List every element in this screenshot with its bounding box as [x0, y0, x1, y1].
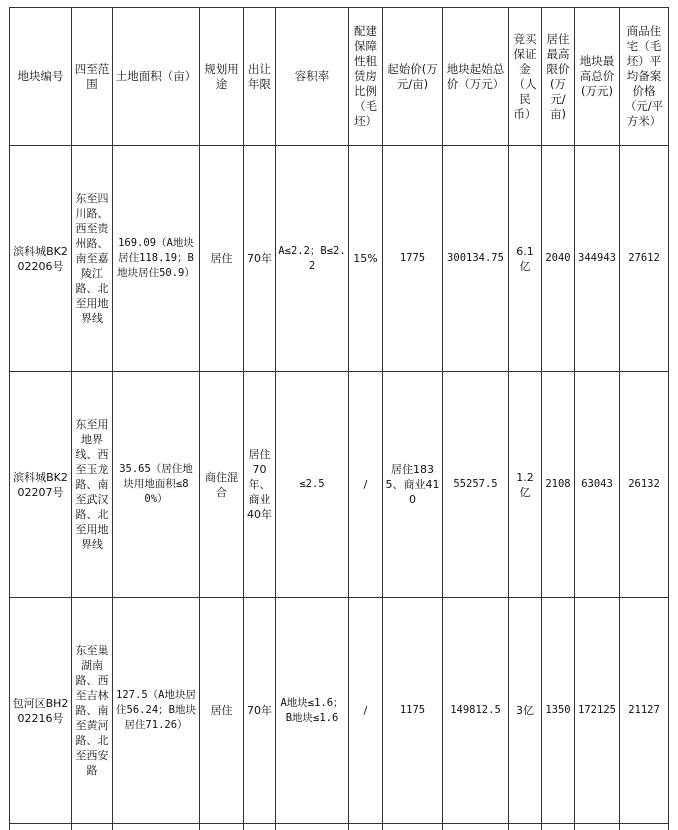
cell-bid-deposit: 6.1亿: [509, 146, 542, 372]
cell-starting-total: 55257.5: [443, 372, 509, 598]
cell-plot-no: 包河区BH202216号: [10, 598, 72, 824]
table-row: [10, 598, 669, 824]
cell-transfer-term: 70年: [244, 598, 276, 824]
cell-plot-no: 滨科城BK202206号: [10, 146, 72, 372]
table-header-row: [10, 8, 669, 146]
cell-boundary: 东至用地界线、西至玉龙路、南至武汉路、北至用地界线: [72, 372, 113, 598]
header-bid-deposit: 竞买保证金（人民币）: [509, 8, 542, 146]
cell-bid-deposit: 1.2亿: [509, 372, 542, 598]
cell-land-area: 169.09（A地块居住118.19；B地块居住50.9）: [113, 146, 200, 372]
cell-plot-no: 滨科城BK202207号: [10, 372, 72, 598]
cell-starting-price: 1175: [383, 598, 443, 824]
table-trailing-row: [10, 824, 669, 830]
cell-plot-ratio: A地块≤1.6；B地块≤1.6: [276, 598, 349, 824]
header-starting-total: 地块起始总价（万元）: [443, 8, 509, 146]
cell-land-area: 127.5（A地块居住56.24；B地块居住71.26）: [113, 598, 200, 824]
cell-rental-housing-ratio: /: [349, 598, 383, 824]
cell-planned-use: 居住: [200, 598, 244, 824]
cell-max-total-price: 63043: [575, 372, 620, 598]
cell-rental-housing-ratio: 15%: [349, 146, 383, 372]
cell-max-total-price: 172125: [575, 598, 620, 824]
cell-transfer-term: 居住70年、商业40年: [244, 372, 276, 598]
cell-max-total-price: 344943: [575, 146, 620, 372]
cell-land-area: 35.65（居住地块用地面积≤80%）: [113, 372, 200, 598]
header-plot-ratio: 容积率: [276, 8, 349, 146]
cell-max-residential-price: 1350: [542, 598, 575, 824]
header-rental-housing-ratio: 配建保障性租赁房比例（毛坯）: [349, 8, 383, 146]
cell-boundary: 东至四川路、西至贵州路、南至嘉陵江路、北至用地界线: [72, 146, 113, 372]
header-avg-filing-price: 商品住宅（毛坯）平均备案价格（元/平方米）: [620, 8, 669, 146]
header-transfer-term: 出让年限: [244, 8, 276, 146]
header-boundary: 四至范围: [72, 8, 113, 146]
cell-max-residential-price: 2040: [542, 146, 575, 372]
cell-transfer-term: 70年: [244, 146, 276, 372]
cell-planned-use: 居住: [200, 146, 244, 372]
header-land-area: 土地面积（亩）: [113, 8, 200, 146]
cell-boundary: 东至巢湖南路、西至吉林路、南至黄河路、北至西安路: [72, 598, 113, 824]
cell-avg-filing-price: 21127: [620, 598, 669, 824]
cell-plot-ratio: ≤2.5: [276, 372, 349, 598]
cell-rental-housing-ratio: /: [349, 372, 383, 598]
table-row: [10, 146, 669, 372]
header-plot-no: 地块编号: [10, 8, 72, 146]
cell-starting-total: 300134.75: [443, 146, 509, 372]
header-max-total-price: 地块最高总价(万元): [575, 8, 620, 146]
header-planned-use: 规划用途: [200, 8, 244, 146]
cell-plot-ratio: A≤2.2；B≤2.2: [276, 146, 349, 372]
header-max-residential-price: 居住最高限价(万元/亩): [542, 8, 575, 146]
cell-bid-deposit: 3亿: [509, 598, 542, 824]
cell-starting-total: 149812.5: [443, 598, 509, 824]
table-row: [10, 372, 669, 598]
land-auction-table: [9, 7, 669, 830]
cell-avg-filing-price: 26132: [620, 372, 669, 598]
header-starting-price: 起始价(万元/亩): [383, 8, 443, 146]
cell-max-residential-price: 2108: [542, 372, 575, 598]
cell-starting-price: 1775: [383, 146, 443, 372]
cell-planned-use: 商住混合: [200, 372, 244, 598]
cell-avg-filing-price: 27612: [620, 146, 669, 372]
cell-starting-price: 居住1835、商业410: [383, 372, 443, 598]
